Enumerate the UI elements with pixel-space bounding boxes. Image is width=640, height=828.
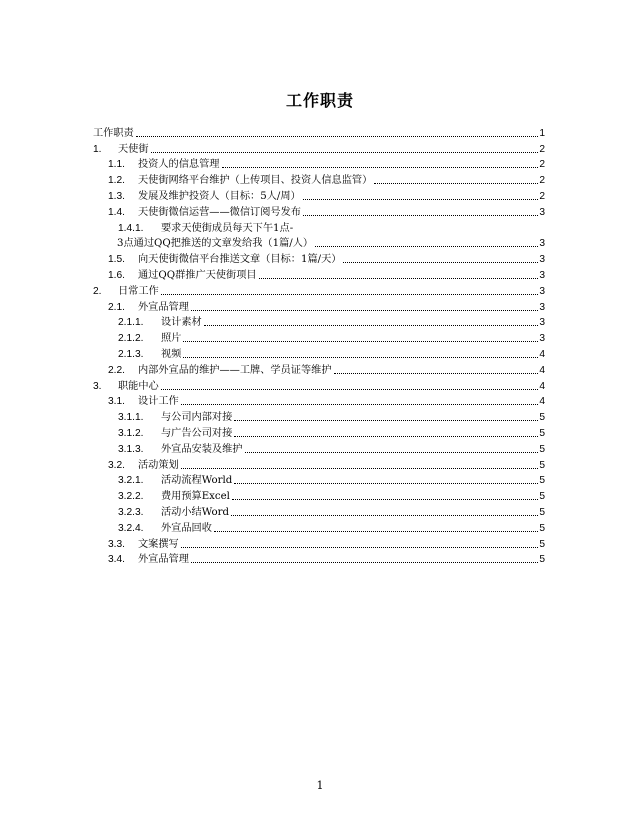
toc-dot-leader [374, 183, 538, 184]
toc-dot-leader [334, 373, 539, 374]
toc-page-number: 5 [539, 427, 545, 439]
toc-entry-text: 视频 [161, 348, 182, 360]
toc-entry[interactable] [93, 361, 545, 377]
toc-entry[interactable] [93, 156, 545, 172]
toc-entry[interactable] [93, 408, 545, 424]
toc-entry-number: 2.1.2. [118, 333, 144, 345]
toc-entry-text: 发展及维护投资人（目标：5人/周） [138, 190, 301, 202]
toc-page-number: 5 [539, 443, 545, 455]
toc-dot-leader [183, 357, 538, 358]
toc-entry-number: 1. [93, 143, 102, 155]
toc-entry[interactable] [93, 329, 545, 345]
toc-entry-text: 日常工作 [118, 285, 159, 297]
toc-entry[interactable] [93, 203, 545, 219]
toc-page-number: 3 [539, 269, 545, 281]
toc-page-number: 3 [539, 285, 545, 297]
toc-entry-text: 天使街网络平台维护（上传项目、投资人信息监管） [138, 175, 373, 187]
toc-dot-leader [234, 483, 538, 484]
toc-dot-leader [303, 199, 539, 200]
toc-entry[interactable] [93, 424, 545, 440]
toc-entry-number: 3.3. [108, 538, 125, 550]
toc-entry[interactable] [93, 298, 545, 314]
toc-entry-number: 1.3. [108, 190, 125, 202]
toc-entry-number: 1.4.1. [118, 222, 144, 234]
toc-page-number: 3 [539, 206, 545, 218]
toc-dot-leader [181, 404, 539, 405]
page-number: 1 [316, 779, 324, 792]
toc-dot-leader [151, 152, 539, 153]
toc-entry-text: 活动流程World [161, 475, 233, 487]
toc-entry-text: 与公司内部对接 [161, 412, 233, 424]
toc-dot-leader [136, 136, 539, 137]
toc-dot-leader [303, 215, 538, 216]
toc-dot-leader [234, 420, 538, 421]
toc-dot-leader [234, 436, 538, 437]
toc-entry-text: 费用预算Excel [161, 491, 230, 503]
toc-entry-text: 天使街 [118, 143, 149, 155]
toc-dot-leader [222, 167, 539, 168]
toc-entry-continuation[interactable] [93, 235, 545, 251]
toc-page-number: 4 [539, 364, 545, 376]
toc-entry-text: 天使街微信运营——微信订阅号发布 [138, 206, 301, 218]
toc-entry-text: 工作职责 [93, 127, 134, 139]
toc-page-number: 2 [539, 143, 545, 155]
toc-entry[interactable] [93, 440, 545, 456]
toc-dot-leader [161, 389, 539, 390]
toc-entry-number: 3.1. [108, 396, 125, 408]
toc-entry-number: 2.1.1. [118, 317, 144, 329]
toc-page-number: 5 [539, 506, 545, 518]
toc-page-number: 5 [539, 475, 545, 487]
toc-entry-text: 内部外宣品的维护——工牌、学员证等维护 [138, 364, 332, 376]
toc-dot-leader [181, 468, 539, 469]
toc-entry[interactable] [93, 187, 545, 203]
toc-entry-number: 1.5. [108, 254, 125, 266]
toc-dot-leader [204, 325, 539, 326]
toc-entry[interactable] [93, 345, 545, 361]
toc-entry[interactable] [93, 140, 545, 156]
toc-dot-leader [245, 452, 539, 453]
toc-page-number: 3 [539, 238, 545, 250]
toc-entry-text: 通过QQ群推广天使街项目 [138, 269, 257, 281]
toc-page-number: 5 [539, 554, 545, 566]
toc-entry-number: 3.4. [108, 554, 125, 566]
toc-dot-leader [231, 515, 538, 516]
toc-dot-leader [315, 246, 538, 247]
toc-entry-text: 设计素材 [161, 317, 202, 329]
toc-entry[interactable] [93, 519, 545, 535]
toc-entry-number: 2.1.3. [118, 348, 144, 360]
toc-page-number: 2 [539, 190, 545, 202]
toc-entry-text: 文案撰写 [138, 538, 179, 550]
toc-dot-leader [161, 294, 539, 295]
toc-entry-number: 1.4. [108, 206, 125, 218]
toc-entry-text: 活动策划 [138, 459, 179, 471]
toc-entry[interactable] [93, 551, 545, 567]
toc-entry[interactable] [93, 266, 545, 282]
toc-entry[interactable] [93, 377, 545, 393]
toc-entry-text: 要求天使街成员每天下午1点- [161, 222, 294, 234]
toc-page-number: 4 [539, 380, 545, 392]
toc-page-number: 2 [539, 159, 545, 171]
toc-entry-number: 3.1.3. [118, 443, 144, 455]
toc-page-number: 4 [539, 396, 545, 408]
toc-entry-number: 3. [93, 380, 102, 392]
toc-entry-number: 1.1. [108, 159, 125, 171]
table-of-contents [93, 124, 545, 566]
toc-entry-number: 3.2. [108, 459, 125, 471]
toc-page-number: 5 [539, 538, 545, 550]
toc-entry[interactable] [93, 250, 545, 266]
toc-entry-number: 3.2.1. [118, 475, 144, 487]
toc-page-number: 3 [539, 317, 545, 329]
toc-entry[interactable] [93, 535, 545, 551]
toc-entry-text-line2: 3点通过QQ把推送的文章发给我（1篇/人） [117, 238, 314, 250]
toc-page-number: 3 [539, 333, 545, 345]
toc-dot-leader [343, 262, 538, 263]
toc-page-number: 4 [539, 348, 545, 360]
document-title: 工作职责 [285, 91, 354, 110]
toc-entry-number: 1.2. [108, 175, 125, 187]
toc-entry[interactable] [93, 219, 545, 235]
toc-entry-text: 照片 [161, 333, 182, 345]
toc-dot-leader [183, 341, 538, 342]
toc-entry-text: 外宣品管理 [138, 554, 189, 566]
toc-entry-text: 外宣品回收 [161, 522, 212, 534]
toc-entry-number: 3.2.3. [118, 506, 144, 518]
toc-entry-text: 职能中心 [118, 380, 159, 392]
toc-page-number: 3 [539, 301, 545, 313]
toc-entry[interactable] [93, 282, 545, 298]
toc-page-number: 2 [539, 175, 545, 187]
toc-entry-text: 设计工作 [138, 396, 179, 408]
toc-entry[interactable] [93, 456, 545, 472]
toc-entry-number: 2. [93, 285, 102, 297]
toc-entry[interactable] [93, 314, 545, 330]
toc-page-number: 1 [539, 127, 545, 139]
toc-dot-leader [191, 310, 538, 311]
toc-dot-leader [214, 531, 538, 532]
toc-page-number: 5 [539, 491, 545, 503]
toc-entry-number: 2.1. [108, 301, 125, 313]
toc-entry-text: 外宣品管理 [138, 301, 189, 313]
toc-entry-text: 投资人的信息管理 [138, 159, 220, 171]
toc-entry-number: 1.6. [108, 269, 125, 281]
toc-dot-leader [232, 499, 538, 500]
toc-entry[interactable] [93, 124, 545, 140]
toc-entry-text: 与广告公司对接 [161, 427, 233, 439]
toc-entry-number: 3.2.4. [118, 522, 144, 534]
toc-entry[interactable] [93, 393, 545, 409]
toc-entry-number: 3.2.2. [118, 491, 144, 503]
toc-entry-text: 外宣品安装及维护 [161, 443, 243, 455]
toc-page-number: 5 [539, 459, 545, 471]
toc-page-number: 5 [539, 522, 545, 534]
toc-entry-number: 3.1.2. [118, 427, 144, 439]
toc-dot-leader [191, 562, 538, 563]
toc-entry-text: 活动小结Word [161, 506, 230, 518]
toc-entry[interactable] [93, 171, 545, 187]
toc-entry-number: 3.1.1. [118, 412, 144, 424]
toc-page-number: 5 [539, 412, 545, 424]
toc-dot-leader [181, 547, 539, 548]
toc-entry[interactable] [93, 503, 545, 519]
toc-entry-text: 向天使街微信平台推送文章（目标：1篇/天） [138, 254, 342, 266]
toc-entry[interactable] [93, 472, 545, 488]
toc-dot-leader [259, 278, 539, 279]
toc-page-number: 3 [539, 254, 545, 266]
toc-entry[interactable] [93, 487, 545, 503]
toc-entry-number: 2.2. [108, 364, 125, 376]
